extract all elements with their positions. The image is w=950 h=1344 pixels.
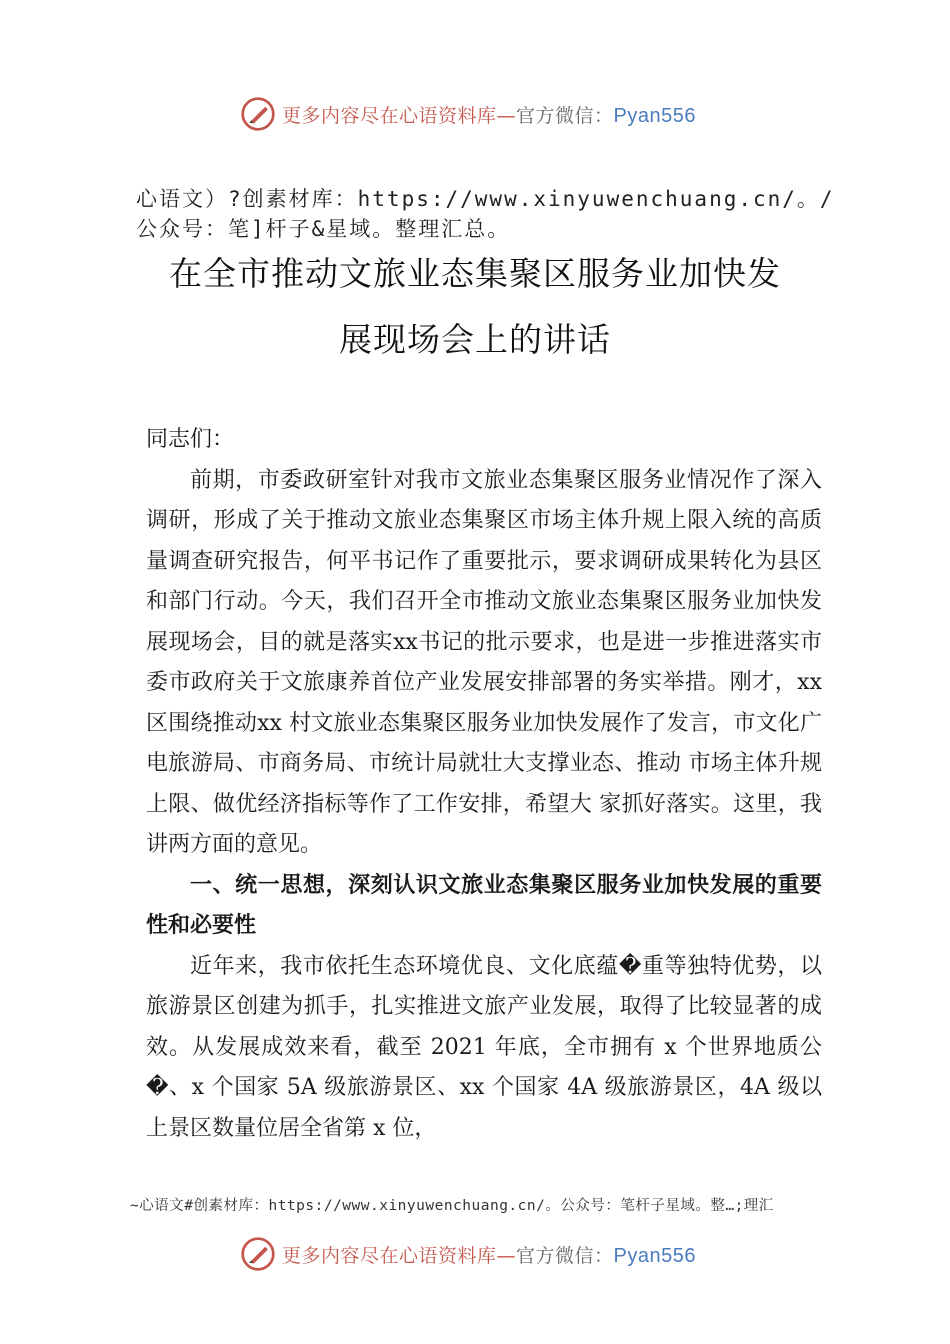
document-body: [146, 420, 822, 1149]
bottom-watermark-banner: [0, 1228, 950, 1278]
banner-wechat-label: 官方微信：: [516, 1244, 614, 1267]
document-title-line-2: 展现场会上的讲话: [339, 320, 611, 359]
header-source-note: 心语文）?创素材库：https://www.xinyuwenchuang.cn/。/公众号：笔]杆子&星域。整理汇总。: [136, 187, 835, 241]
paragraph-1: 前期，市委政研室针对我市文旅业态集聚区服务业情况作了深入调研，形成了关于推动文旅业态集聚区市场主体升规上限入统的高质量调查研究报告，何平书记作了重要批示，要求调研成果转化为县区和部门行动。今天，我们召开全市推动文旅业态集聚区服务业加快发展现场会，目的就是落实xx书记的批示要求，也是进一步推进落实市委市政府关于文旅康养首位产业发展安排部署的务实举措。刚才，xx区围绕推动xx 村文旅业态集聚区服务业加快发展作了发言，市文化广电旅游局、市商务局、市统计局就壮大支撑业态、推动 市场主体升规上限、做优经济指标等作了工作安排，希望大 家抓好落实。这里，我讲两方面的意见。: [146, 467, 822, 857]
paragraph-2: 近年来，我市依托生态环境优良、文化底蕴�重等独特优势，以旅游景区创建为抓手，扎实推进文旅产业发展，取得了比较显著的成效。从发展成效来看，截至 2021 年底，全市拥有 x 个世界地质公�、x 个国家 5A 级旅游景区、xx 个国家 4A 级旅游景区，4A 级以上景区数量位居全省第 x 位，: [146, 953, 822, 1141]
footer-source-note: ~心语文#创素材库：https://www.xinyuwenchuang.cn/。公众号：笔杆子星域。整…;理汇: [130, 1198, 774, 1214]
banner-main-text: 更多内容尽在心语资料库: [282, 1244, 497, 1267]
banner-dash: —: [496, 1244, 517, 1267]
pen-logo-icon: [240, 96, 276, 132]
pen-logo-icon: [240, 1236, 276, 1272]
document-title-line-1: 在全市推动文旅业态集聚区服务业加快发: [169, 254, 781, 293]
salutation: 同志们：: [146, 427, 235, 452]
top-watermark-banner: [0, 88, 950, 138]
banner-wechat-handle: Pyan556: [613, 104, 696, 127]
banner-main-text: 更多内容尽在心语资料库: [282, 104, 497, 127]
banner-wechat-handle: Pyan556: [613, 1244, 696, 1267]
section-heading-1: 一、统一思想，深刻认识文旅业态集聚区服务业加快发展的重要性和必要性: [146, 872, 822, 938]
banner-wechat-label: 官方微信：: [516, 104, 614, 127]
banner-dash: —: [496, 104, 517, 127]
